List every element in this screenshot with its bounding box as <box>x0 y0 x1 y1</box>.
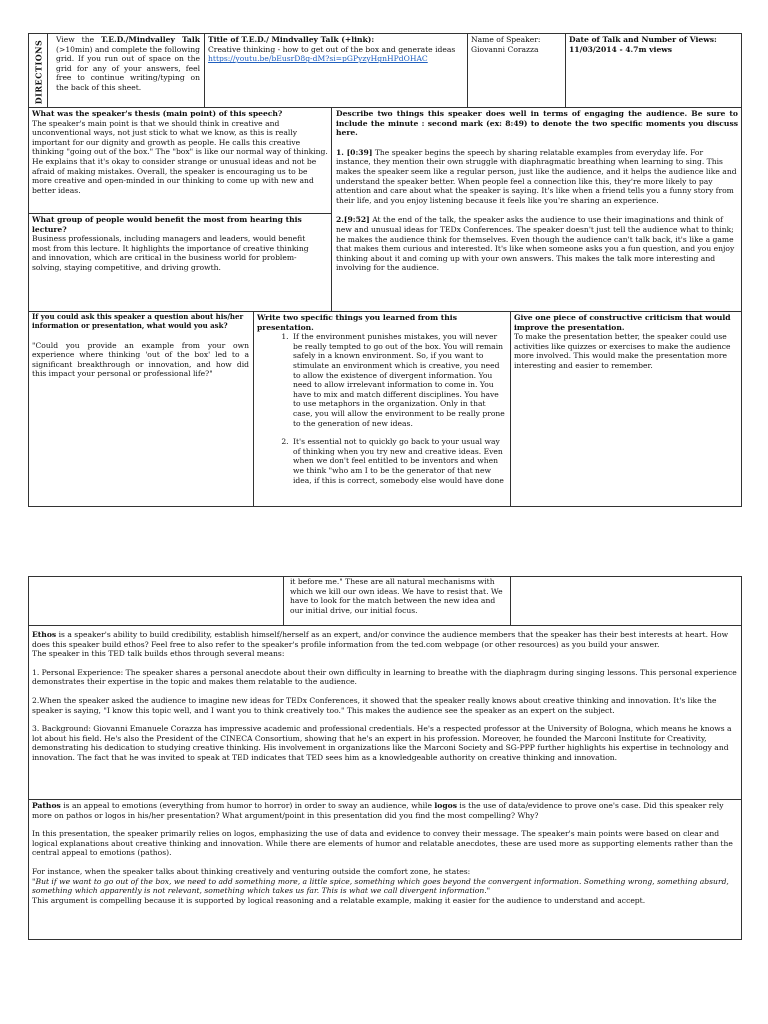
directions-label-divider <box>47 33 48 108</box>
talk-title-value: Creative thinking - how to get out of the box and generate ideas <box>208 44 456 54</box>
critique-question: Give one piece of constructive criticism that would improve the presentation. <box>514 313 731 332</box>
critique-answer: To make the presentation better, the speaker could use activities like quizzes or exercises to make the audience more involved. This would make the presentation more interesting and easier to remember. <box>514 332 731 370</box>
engage-item-2: 2.[9:52] At the end of the talk, the speaker asks the audience to use their imaginations and think of new and unusual ideas for TEDx Conferences. The speaker doesn't just tell the audience what to think; he makes the audience think for themselves. Even though the audience can't talk back, it's like a game that makes them curious and interested. It's like when someone asks you a fun question, and you enjoy thinking about it and coming up with your own answers. This makes the talk more interesting and involving for the audience. <box>336 215 735 273</box>
audience-question: What group of people would benefit the most from hearing this lecture? <box>32 215 302 234</box>
ethos-point-3: 3. Background: Giovanni Emanuele Corazza has impressive academic and professional credentials. He's a respected professor at the University of Bologna, which means he knows a lot about his field. He's also the President of the CINECA Consortium, showing that he's an expert in his profession. Moreover, he founded the Marconi Institute for Creativity, demonstrating his dedication to studying creative thinking. His involvement in organizations like the Marconi Society and SG-PPP further highlights his expertise in technology and innovation. The fact that he was invited to speak at TED indicates that TED sees him as a knowledgeable authority on creative thinking and innovation. <box>32 724 732 762</box>
thesis-cell <box>32 109 328 213</box>
continued-bottom-divider <box>28 625 742 626</box>
learned-list <box>257 332 507 485</box>
learned-continued: it before me." These are all natural mechanisms with which we kill our own ideas. We have to resist that. We have to look for the match between the new idea and our initial drive, our initial focus. <box>290 577 503 615</box>
engage-cell <box>336 109 738 309</box>
date-value: 11/03/2014 - 4.7m views <box>569 44 673 54</box>
thesis-answer: The speaker's main point is that we should think in creative and unconventional ways, not just stick to what we know, as this is really important for our dignity and growth as people. He calls this creative thinking "going out of the box." The "box" is like our normal way of thinking. He explains that it's okay to consider strange or unusual ideas and not be afraid of making mistakes. Overall, the speaker is encouraging us to be more creative and open-minded in our thinking to come up with new and better ideas. <box>32 118 328 195</box>
ask-question: If you could ask this speaker a question about his/her information or presentation, what would you ask? <box>32 313 244 330</box>
ask-answer: "Could you provide an example from your own experience where thinking 'out of the box' led to a significant breakthrough or innovation, and how did this impact your personal or professional life?" <box>32 340 249 379</box>
date-label: Date of Talk and Number of Views: <box>569 35 717 44</box>
speaker-cell <box>471 35 563 107</box>
middle-divider <box>331 107 332 312</box>
pathos-quote: "But if we want to go out of the box, we need to add something more, a little spice, something which goes beyond the convergent information. Something wrong, something absurd, something which apparently is not relevant, something which takes us far. This is what we call divergent information." <box>32 876 729 896</box>
continued-divider-2 <box>510 576 511 626</box>
ethos-intro: The speaker in this TED talk builds ethos through several means: <box>32 649 285 659</box>
ethos-prompt: Ethos is a speaker's ability to build credibility, establish himself/herself as an expert, and/or convince the audience members that the speaker has their best interests at heart. How does this speaker build ethos? Feel free to also refer to the speaker's profile information from the ted.com webpage (or other resources) as you build your answer. <box>32 630 729 649</box>
middle-bottom-divider <box>28 311 742 312</box>
speaker-label: Name of Speaker: <box>471 35 541 44</box>
pathos-answer-3: This argument is compelling because it is supported by logical reasoning and a relatable example, making it easier for the audience to understand and accept. <box>32 895 646 905</box>
thesis-audience-divider <box>28 213 332 214</box>
directions-text: View the T.E.D./Mindvalley Talk (>10min) and complete the following grid. If you run out of space on the grid for any of your answers, feel free to continue writing/typing on the back of this sheet. <box>56 35 200 92</box>
ethos-point-2: 2.When the speaker asked the audience to imagine new ideas for TEDx Conferences, it showed that the speaker really knows about creative thinking and innovation. It's like the speaker is saying, "I know this topic well, and I want you to think creatively too." This makes the audience see the speaker as an expert on the subject. <box>32 695 717 715</box>
bottom-divider-1 <box>253 311 254 507</box>
pathos-answer-1: In this presentation, the speaker primarily relies on logos, emphasizing the use of data and evidence to convey their message. The speaker's main points were based on clear and logical explanations about creative thinking and innovation. While there are elements of humor and relatable anecdotes, these are used more as supporting elements rather than the central appeal to emotions (pathos). <box>32 829 733 858</box>
learned-question: Write two specific things you learned from this presentation. <box>257 313 457 332</box>
directions-label: DIRECTIONS <box>33 39 44 105</box>
header-row-divider <box>28 107 742 108</box>
ask-cell <box>32 313 249 505</box>
bottom-divider-2 <box>510 311 511 507</box>
audience-answer: Business professionals, including managers and leaders, would benefit most from this lecture. It highlights the importance of creative thinking and innovation, which are critical in the business world for problem-solving, staying competitive, and driving growth. <box>32 234 309 272</box>
talk-link[interactable]: https://youtu.be/bEusrD8g-dM?si=pGPyzyHgnHPdOHAC <box>208 54 428 64</box>
pathos-prompt: Pathos is an appeal to emotions (everything from humor to horror) in order to sway an audience, while logos is the use of data/evidence to prove one's case. Did this speaker rely more on pathos or logos in his/her presentation? What argument/point in this presentation did you find the most compelling? Why? <box>32 801 724 820</box>
talk-title-label: Title of T.E.D./ Mindvalley Talk (+link): <box>208 35 375 44</box>
header-divider-3 <box>565 33 566 108</box>
ethos-cell <box>32 630 738 798</box>
pathos-answer-2: For instance, when the speaker talks about thinking creatively and venturing outside the comfort zone, he states: <box>32 866 471 876</box>
ethos-pathos-divider <box>28 799 742 800</box>
thesis-question: What was the speaker's thesis (main point) of this speech? <box>32 109 283 118</box>
continued-divider-1 <box>283 576 284 626</box>
pathos-cell <box>32 801 738 938</box>
learned-cell <box>257 313 507 506</box>
ethos-point-1: 1. Personal Experience: The speaker shares a personal anecdote about their own difficulty in learning to breathe with the diaphragm during singing lessons. This personal experience demonstrates their expertise in the topic and makes them relatable to the audience. <box>32 667 737 687</box>
speaker-value: Giovanni Corazza <box>471 44 539 54</box>
header-divider-1 <box>204 33 205 108</box>
talk-title-cell <box>208 35 464 107</box>
learned-item-2: 2. It's essential not to quickly go back to your usual way of thinking when you try new and creative ideas. Even when we don't feel entitled to be inventors and when we think "who am I to be the generator of that new idea, if this is correct, somebody else would have done <box>291 437 507 485</box>
engage-item-1: 1. [0:39] The speaker begins the speech by sharing relatable examples from everyday life. For instance, they mention their own struggle with diaphragmatic breathing when learning to sing. This makes the speaker seem like a regular person, just like the audience, and it helps the audience like and understand the speaker better. When people feel a connection like this, they're more likely to pay attention and care about what the speaker is saying. It's like when a friend tells you a funny story from their life, and you enjoy listening because it feels like you're sharing an experience. <box>336 147 737 205</box>
learned-item-1: 1. If the environment punishes mistakes, you will never be really tempted to go out of the box. You will remain safely in a known environment. So, if you want to stimulate an environment which is creative, you need to allow the existence of divergent information. You need to allow irrelevant information to come in. You have to mix and match different disciplines. You have to use metaphors in the organization. Only in that case, you will allow the environment to be really prone to the generation of new ideas. <box>291 332 507 428</box>
engage-question: Describe two things this speaker does well in terms of engaging the audience. Be sure to include the minute : second mark (ex: 8:49) to denote the two specific moments you discuss here. <box>336 109 738 138</box>
critique-cell <box>514 313 739 505</box>
date-views-cell <box>569 35 739 107</box>
audience-cell <box>32 215 322 310</box>
header-divider-2 <box>467 33 468 108</box>
